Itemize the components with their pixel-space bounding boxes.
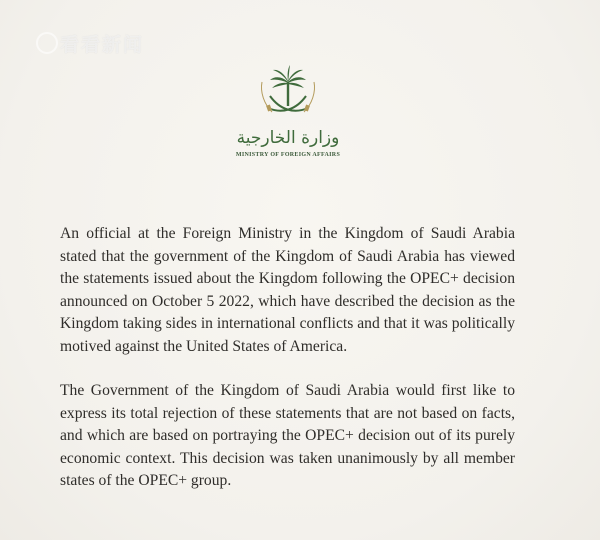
arabic-ministry-title bbox=[236, 123, 340, 151]
paragraph-1: An official at the Foreign Ministry in the Kingdom of Saudi Arabia stated that the government of the Kingdom of Saudi Arabia has viewed the statements issued about the Kingdom following the OPEC+ decision announced on October 5 2022, which have described the decision as the Kingdom taking sides in international conflicts and that it was politically motived against the United States of America. bbox=[60, 225, 515, 355]
statement-body bbox=[60, 223, 515, 493]
svg-text:وزارة الخارجية: وزارة الخارجية bbox=[236, 128, 340, 148]
watermark-logo-icon bbox=[36, 32, 58, 54]
watermark-text: 看看新闻 bbox=[60, 34, 145, 56]
saudi-emblem-icon bbox=[256, 62, 320, 126]
paragraph-2: The Government of the Kingdom of Saudi Arabia would first like to express its total rejection of these statements that are not based on facts, and which are based on portraying the OPEC+ decision out of its purely economic context. This decision was taken unanimously by all member states of the OPEC+ group. bbox=[60, 382, 515, 489]
ministry-label: MINISTRY OF FOREIGN AFFAIRS bbox=[235, 152, 341, 158]
